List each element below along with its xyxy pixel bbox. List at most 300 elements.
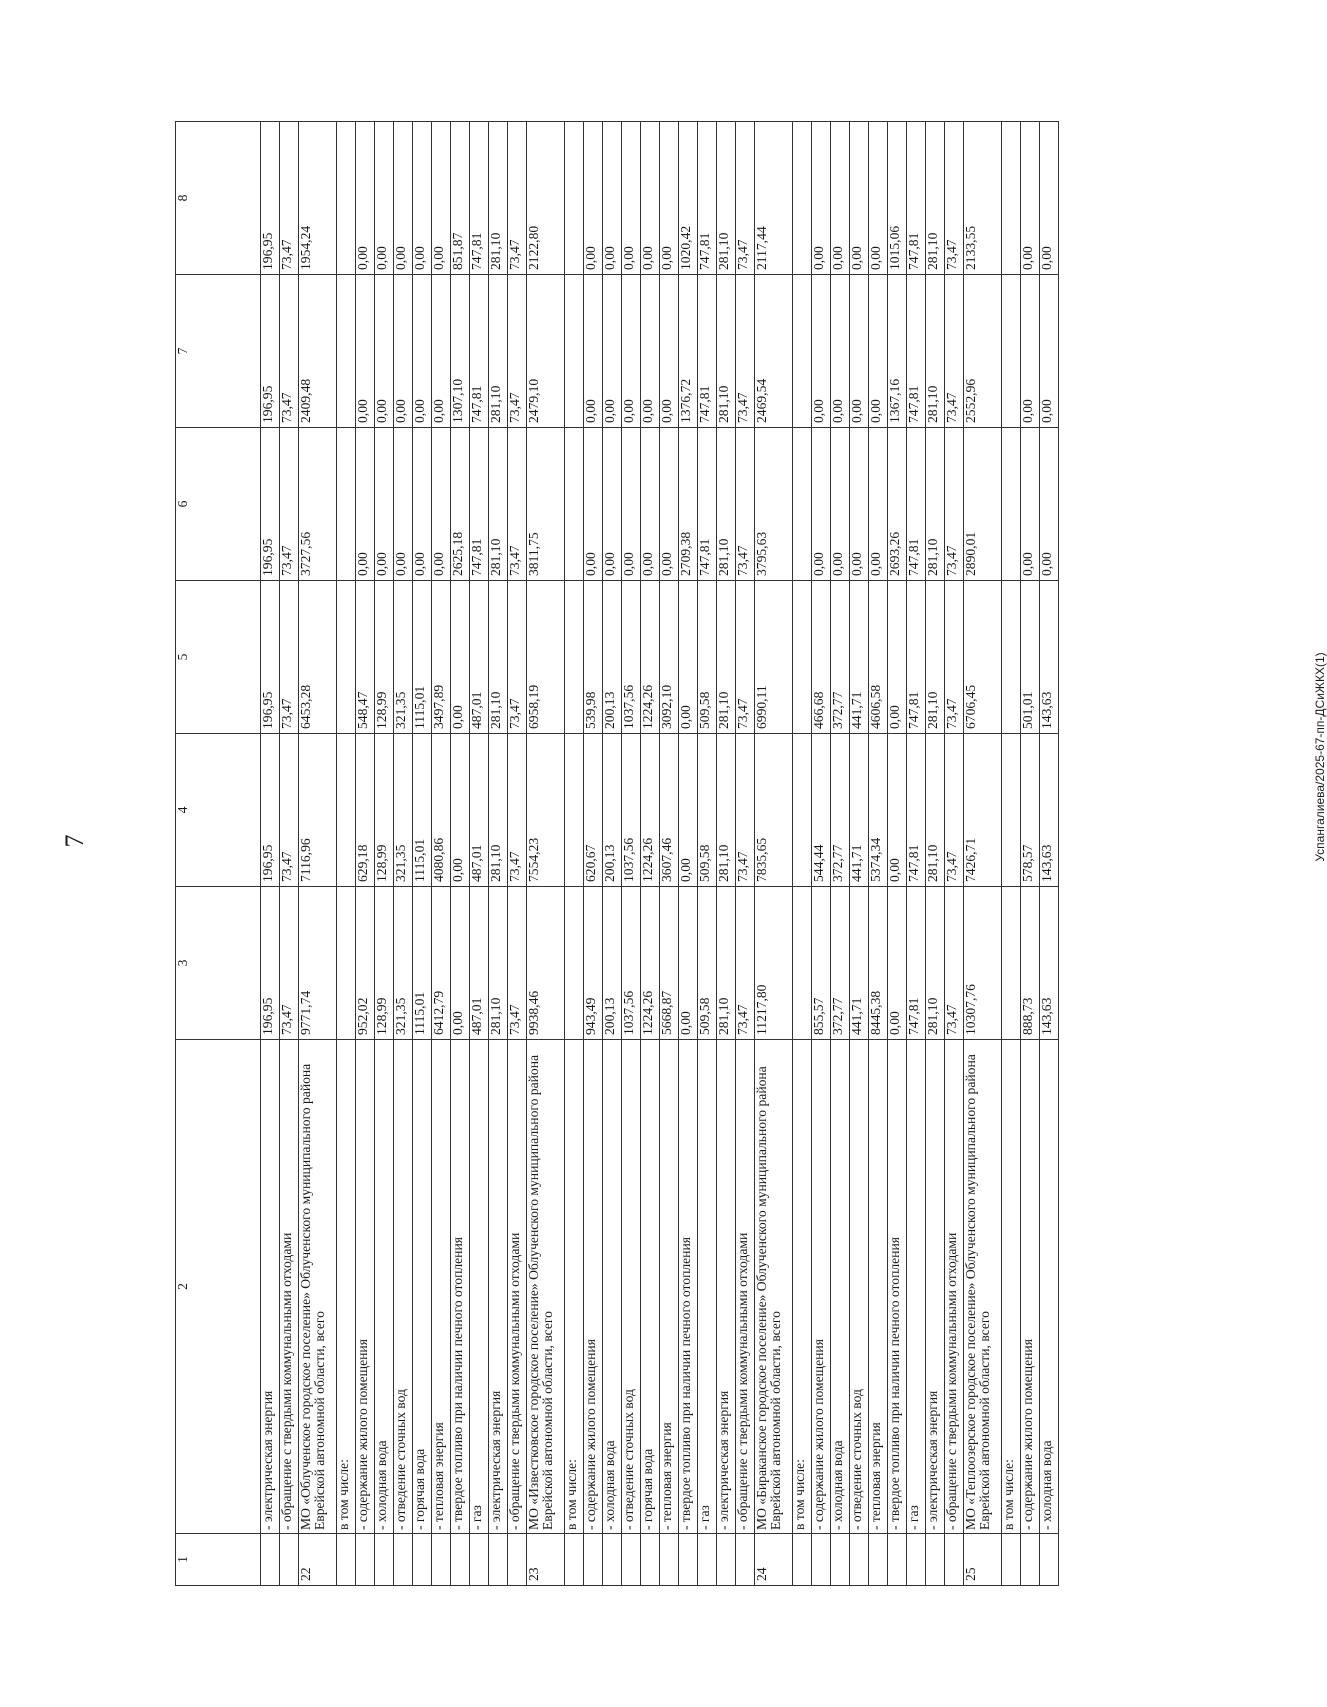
value-cell: 143,63 <box>1040 581 1059 734</box>
table-header-row <box>176 122 261 1586</box>
table-row <box>1040 122 1059 1586</box>
row-number-cell <box>356 1534 375 1586</box>
table-row <box>717 122 736 1586</box>
header-cell: 7 <box>176 275 261 428</box>
value-cell: 509,58 <box>698 581 717 734</box>
table-row <box>907 122 926 1586</box>
value-cell: 196,95 <box>261 275 280 428</box>
value-cell: 620,67 <box>584 734 603 887</box>
value-cell: 372,77 <box>831 581 850 734</box>
value-cell <box>1002 581 1021 734</box>
value-cell: 143,63 <box>1040 734 1059 887</box>
table-row <box>565 122 584 1586</box>
value-cell: 0,00 <box>1040 428 1059 581</box>
value-cell: 372,77 <box>831 734 850 887</box>
value-cell: 0,00 <box>888 887 907 1040</box>
row-number-cell <box>907 1534 926 1586</box>
value-cell <box>1002 887 1021 1040</box>
table-row <box>812 122 831 1586</box>
row-label-cell: - горячая вода <box>641 1040 660 1534</box>
row-number-cell <box>565 1534 584 1586</box>
value-cell: 1115,01 <box>413 581 432 734</box>
value-cell: 0,00 <box>622 122 641 275</box>
value-cell: 10307,76 <box>964 887 1002 1040</box>
value-cell: 0,00 <box>1021 428 1040 581</box>
value-cell: 73,47 <box>945 275 964 428</box>
header-cell: 4 <box>176 734 261 887</box>
value-cell: 3727,56 <box>299 428 337 581</box>
value-cell <box>565 734 584 887</box>
value-cell: 1224,26 <box>641 734 660 887</box>
value-cell: 0,00 <box>1040 275 1059 428</box>
row-label-cell: - горячая вода <box>413 1040 432 1534</box>
value-cell: 1020,42 <box>679 122 698 275</box>
value-cell: 281,10 <box>489 887 508 1040</box>
row-number-cell <box>850 1534 869 1586</box>
value-cell: 11217,80 <box>755 887 793 1040</box>
value-cell: 0,00 <box>451 887 470 1040</box>
value-cell: 73,47 <box>736 887 755 1040</box>
row-number-cell <box>470 1534 489 1586</box>
value-cell: 1115,01 <box>413 887 432 1040</box>
value-cell: 2479,10 <box>527 275 565 428</box>
row-number-cell: 25 <box>964 1534 1002 1586</box>
value-cell: 487,01 <box>470 581 489 734</box>
table-row <box>375 122 394 1586</box>
value-cell: 73,47 <box>508 734 527 887</box>
value-cell: 73,47 <box>736 581 755 734</box>
value-cell: 0,00 <box>584 428 603 581</box>
value-cell: 6990,11 <box>755 581 793 734</box>
value-cell: 501,01 <box>1021 581 1040 734</box>
row-label-cell: - газ <box>470 1040 489 1534</box>
value-cell: 7835,65 <box>755 734 793 887</box>
row-label-cell: - отведение сточных вод <box>622 1040 641 1534</box>
row-number-cell <box>622 1534 641 1586</box>
value-cell: 4606,58 <box>869 581 888 734</box>
value-cell: 73,47 <box>280 428 299 581</box>
value-cell: 0,00 <box>375 428 394 581</box>
value-cell: 8445,38 <box>869 887 888 1040</box>
value-cell: 281,10 <box>926 734 945 887</box>
value-cell: 0,00 <box>603 275 622 428</box>
row-label-cell: в том числе: <box>565 1040 584 1534</box>
row-number-cell <box>698 1534 717 1586</box>
value-cell: 0,00 <box>831 122 850 275</box>
value-cell: 0,00 <box>413 428 432 581</box>
row-label-cell: - тепловая энергия <box>660 1040 679 1534</box>
row-number-cell <box>793 1534 812 1586</box>
value-cell: 0,00 <box>413 275 432 428</box>
value-cell: 0,00 <box>1021 275 1040 428</box>
value-cell <box>1002 122 1021 275</box>
table-row <box>641 122 660 1586</box>
value-cell: 281,10 <box>717 581 736 734</box>
row-number-cell <box>603 1534 622 1586</box>
value-cell: 200,13 <box>603 581 622 734</box>
row-label-cell: - холодная вода <box>1040 1040 1059 1534</box>
value-cell: 0,00 <box>869 428 888 581</box>
value-cell: 128,99 <box>375 581 394 734</box>
row-number-cell <box>337 1534 356 1586</box>
row-label-cell: - холодная вода <box>375 1040 394 1534</box>
value-cell: 851,87 <box>451 122 470 275</box>
value-cell: 281,10 <box>717 122 736 275</box>
value-cell: 7554,23 <box>527 734 565 887</box>
header-cell: 1 <box>176 1534 261 1586</box>
table-row <box>964 122 1002 1586</box>
value-cell <box>1002 734 1021 887</box>
value-cell: 5374,34 <box>869 734 888 887</box>
value-cell: 281,10 <box>489 428 508 581</box>
value-cell: 888,73 <box>1021 887 1040 1040</box>
value-cell <box>565 122 584 275</box>
value-cell: 200,13 <box>603 887 622 1040</box>
value-cell: 196,95 <box>261 122 280 275</box>
value-cell: 0,00 <box>413 122 432 275</box>
value-cell: 0,00 <box>660 275 679 428</box>
row-label-cell: - тепловая энергия <box>432 1040 451 1534</box>
value-cell: 0,00 <box>1040 122 1059 275</box>
value-cell: 73,47 <box>280 275 299 428</box>
value-cell: 73,47 <box>945 428 964 581</box>
value-cell <box>793 887 812 1040</box>
value-cell: 0,00 <box>622 428 641 581</box>
value-cell <box>337 428 356 581</box>
table-row <box>413 122 432 1586</box>
value-cell <box>337 734 356 887</box>
row-number-cell: 22 <box>299 1534 337 1586</box>
row-number-cell <box>451 1534 470 1586</box>
value-cell: 0,00 <box>584 122 603 275</box>
table-row <box>926 122 945 1586</box>
table-row <box>698 122 717 1586</box>
row-number-cell <box>584 1534 603 1586</box>
value-cell: 1224,26 <box>641 887 660 1040</box>
value-cell: 0,00 <box>869 275 888 428</box>
value-cell: 281,10 <box>717 734 736 887</box>
value-cell: 441,71 <box>850 734 869 887</box>
row-number-cell <box>489 1534 508 1586</box>
row-number-cell <box>432 1534 451 1586</box>
value-cell: 9938,46 <box>527 887 565 1040</box>
value-cell: 73,47 <box>736 428 755 581</box>
value-cell: 0,00 <box>432 122 451 275</box>
value-cell <box>565 275 584 428</box>
value-cell: 281,10 <box>489 581 508 734</box>
value-cell <box>565 887 584 1040</box>
row-number-cell <box>413 1534 432 1586</box>
table-row <box>622 122 641 1586</box>
value-cell: 281,10 <box>489 734 508 887</box>
value-cell: 1367,16 <box>888 275 907 428</box>
value-cell: 441,71 <box>850 887 869 1040</box>
table-row <box>584 122 603 1586</box>
value-cell: 7116,96 <box>299 734 337 887</box>
value-cell: 196,95 <box>261 734 280 887</box>
value-cell: 0,00 <box>850 122 869 275</box>
header-cell: 3 <box>176 887 261 1040</box>
row-label-cell: - холодная вода <box>603 1040 622 1534</box>
value-cell: 2693,26 <box>888 428 907 581</box>
value-cell <box>793 428 812 581</box>
row-number-cell <box>641 1534 660 1586</box>
table-row <box>527 122 565 1586</box>
value-cell: 2552,96 <box>964 275 1002 428</box>
value-cell: 0,00 <box>432 428 451 581</box>
header-cell: 2 <box>176 1040 261 1534</box>
value-cell: 73,47 <box>945 581 964 734</box>
value-cell: 321,35 <box>394 887 413 1040</box>
row-number-cell <box>375 1534 394 1586</box>
value-cell: 73,47 <box>508 887 527 1040</box>
value-cell: 0,00 <box>888 734 907 887</box>
value-cell: 0,00 <box>451 581 470 734</box>
value-cell: 128,99 <box>375 734 394 887</box>
row-number-cell <box>1040 1534 1059 1586</box>
row-label-cell: - содержание жилого помещения <box>584 1040 603 1534</box>
table-row <box>888 122 907 1586</box>
value-cell: 1376,72 <box>679 275 698 428</box>
value-cell: 73,47 <box>508 428 527 581</box>
value-cell: 747,81 <box>470 428 489 581</box>
row-label-cell: - обращение с твердыми коммунальными отходами <box>280 1040 299 1534</box>
value-cell: 73,47 <box>736 275 755 428</box>
value-cell: 200,13 <box>603 734 622 887</box>
table-row <box>508 122 527 1586</box>
value-cell: 73,47 <box>945 734 964 887</box>
value-cell: 0,00 <box>831 428 850 581</box>
value-cell: 952,02 <box>356 887 375 1040</box>
value-cell: 281,10 <box>926 581 945 734</box>
value-cell: 747,81 <box>907 122 926 275</box>
table-row <box>603 122 622 1586</box>
value-cell: 3795,63 <box>755 428 793 581</box>
row-label-cell: - твердое топливо при наличии печного отопления <box>679 1040 698 1534</box>
value-cell: 943,49 <box>584 887 603 1040</box>
value-cell: 6453,28 <box>299 581 337 734</box>
value-cell: 1015,06 <box>888 122 907 275</box>
value-cell: 544,44 <box>812 734 831 887</box>
value-cell: 0,00 <box>850 428 869 581</box>
value-cell: 128,99 <box>375 887 394 1040</box>
value-cell: 0,00 <box>356 428 375 581</box>
value-cell <box>337 122 356 275</box>
value-cell: 487,01 <box>470 734 489 887</box>
row-number-cell <box>1002 1534 1021 1586</box>
value-cell: 0,00 <box>679 887 698 1040</box>
row-label-cell: в том числе: <box>337 1040 356 1534</box>
row-label-cell: - отведение сточных вод <box>850 1040 869 1534</box>
row-label-cell: МО «Известковское городское поселение» Облученского муниципального района Еврейской автономной области, всего <box>527 1040 565 1534</box>
value-cell: 466,68 <box>812 581 831 734</box>
value-cell: 0,00 <box>831 275 850 428</box>
row-number-cell <box>394 1534 413 1586</box>
value-cell: 73,47 <box>736 122 755 275</box>
value-cell: 509,58 <box>698 734 717 887</box>
value-cell: 0,00 <box>622 275 641 428</box>
row-number-cell <box>508 1534 527 1586</box>
value-cell: 0,00 <box>451 734 470 887</box>
value-cell: 0,00 <box>356 122 375 275</box>
row-label-cell: - содержание жилого помещения <box>1021 1040 1040 1534</box>
value-cell: 281,10 <box>489 275 508 428</box>
value-cell: 747,81 <box>907 581 926 734</box>
value-cell: 372,77 <box>831 887 850 1040</box>
value-cell: 73,47 <box>280 887 299 1040</box>
value-cell: 73,47 <box>945 122 964 275</box>
table-row <box>679 122 698 1586</box>
value-cell: 73,47 <box>508 122 527 275</box>
value-cell: 0,00 <box>584 275 603 428</box>
row-label-cell: - обращение с твердыми коммунальными отходами <box>945 1040 964 1534</box>
table-row <box>356 122 375 1586</box>
value-cell: 1954,24 <box>299 122 337 275</box>
row-label-cell: - обращение с твердыми коммунальными отходами <box>508 1040 527 1534</box>
value-cell: 281,10 <box>926 428 945 581</box>
value-cell: 0,00 <box>679 581 698 734</box>
value-cell <box>337 887 356 1040</box>
value-cell: 73,47 <box>280 734 299 887</box>
value-cell: 3607,46 <box>660 734 679 887</box>
value-cell: 747,81 <box>907 275 926 428</box>
value-cell: 747,81 <box>470 275 489 428</box>
row-number-cell <box>261 1534 280 1586</box>
value-cell: 281,10 <box>926 122 945 275</box>
row-label-cell: - электрическая энергия <box>489 1040 508 1534</box>
value-cell: 2133,55 <box>964 122 1002 275</box>
table-row <box>470 122 489 1586</box>
table-row <box>1002 122 1021 1586</box>
value-cell <box>337 581 356 734</box>
value-cell: 0,00 <box>356 275 375 428</box>
value-cell: 321,35 <box>394 734 413 887</box>
tariff-table <box>175 121 1059 1586</box>
row-label-cell: - обращение с твердыми коммунальными отходами <box>736 1040 755 1534</box>
value-cell: 2625,18 <box>451 428 470 581</box>
value-cell: 0,00 <box>603 428 622 581</box>
value-cell: 0,00 <box>869 122 888 275</box>
value-cell: 0,00 <box>641 428 660 581</box>
row-label-cell: - газ <box>907 1040 926 1534</box>
value-cell: 3092,10 <box>660 581 679 734</box>
value-cell: 0,00 <box>394 122 413 275</box>
value-cell: 0,00 <box>888 581 907 734</box>
value-cell: 2709,38 <box>679 428 698 581</box>
value-cell: 747,81 <box>698 122 717 275</box>
value-cell: 0,00 <box>812 428 831 581</box>
table-row <box>945 122 964 1586</box>
value-cell: 1115,01 <box>413 734 432 887</box>
value-cell <box>337 275 356 428</box>
value-cell: 6706,45 <box>964 581 1002 734</box>
value-cell: 0,00 <box>394 275 413 428</box>
value-cell: 0,00 <box>812 275 831 428</box>
table-row <box>1021 122 1040 1586</box>
row-number-cell <box>280 1534 299 1586</box>
value-cell: 487,01 <box>470 887 489 1040</box>
value-cell <box>1002 428 1021 581</box>
value-cell: 6412,79 <box>432 887 451 1040</box>
value-cell: 281,10 <box>717 275 736 428</box>
row-number-cell <box>1021 1534 1040 1586</box>
value-cell: 0,00 <box>375 122 394 275</box>
value-cell: 0,00 <box>603 122 622 275</box>
value-cell: 747,81 <box>907 734 926 887</box>
value-cell: 281,10 <box>926 887 945 1040</box>
row-label-cell: - электрическая энергия <box>717 1040 736 1534</box>
header-cell: 6 <box>176 428 261 581</box>
row-label-cell: МО «Облученское городское поселение» Облученского муниципального района Еврейской автономной области, всего <box>299 1040 337 1534</box>
value-cell: 73,47 <box>280 581 299 734</box>
value-cell: 1037,56 <box>622 887 641 1040</box>
table-row <box>394 122 413 1586</box>
row-number-cell <box>869 1534 888 1586</box>
value-cell: 747,81 <box>907 887 926 1040</box>
value-cell: 747,81 <box>470 122 489 275</box>
table-row <box>660 122 679 1586</box>
value-cell: 281,10 <box>926 275 945 428</box>
value-cell: 629,18 <box>356 734 375 887</box>
value-cell: 0,00 <box>812 122 831 275</box>
value-cell: 539,98 <box>584 581 603 734</box>
row-label-cell: МО «Теплоозерское городское поселение» Облученского муниципального района Еврейской автономной области, всего <box>964 1040 1002 1534</box>
row-number-cell <box>831 1534 850 1586</box>
row-label-cell: - твердое топливо при наличии печного отопления <box>888 1040 907 1534</box>
table-row <box>261 122 280 1586</box>
row-label-cell: - электрическая энергия <box>926 1040 945 1534</box>
table-row <box>337 122 356 1586</box>
row-number-cell <box>717 1534 736 1586</box>
value-cell: 0,00 <box>641 275 660 428</box>
row-number-cell <box>945 1534 964 1586</box>
value-cell: 5668,87 <box>660 887 679 1040</box>
value-cell: 747,81 <box>907 428 926 581</box>
value-cell <box>793 581 812 734</box>
value-cell: 6958,19 <box>527 581 565 734</box>
value-cell: 281,10 <box>489 122 508 275</box>
value-cell: 0,00 <box>1021 122 1040 275</box>
row-label-cell: - тепловая энергия <box>869 1040 888 1534</box>
value-cell: 0,00 <box>660 428 679 581</box>
value-cell: 2409,48 <box>299 275 337 428</box>
value-cell: 0,00 <box>375 275 394 428</box>
value-cell: 2469,54 <box>755 275 793 428</box>
value-cell: 1037,56 <box>622 581 641 734</box>
value-cell: 73,47 <box>508 581 527 734</box>
table-row <box>755 122 793 1586</box>
row-number-cell: 23 <box>527 1534 565 1586</box>
value-cell <box>793 734 812 887</box>
value-cell <box>1002 275 1021 428</box>
row-number-cell <box>736 1534 755 1586</box>
value-cell: 73,47 <box>945 887 964 1040</box>
value-cell: 2117,44 <box>755 122 793 275</box>
value-cell: 509,58 <box>698 887 717 1040</box>
row-label-cell: - газ <box>698 1040 717 1534</box>
value-cell: 0,00 <box>641 122 660 275</box>
value-cell: 143,63 <box>1040 887 1059 1040</box>
value-cell: 3497,89 <box>432 581 451 734</box>
row-label-cell: - холодная вода <box>831 1040 850 1534</box>
row-label-cell: МО «Бираканское городское поселение» Облученского муниципального района Еврейской автономной области, всего <box>755 1040 793 1534</box>
row-number-cell <box>660 1534 679 1586</box>
value-cell: 73,47 <box>508 275 527 428</box>
value-cell: 548,47 <box>356 581 375 734</box>
value-cell: 855,57 <box>812 887 831 1040</box>
row-number-cell <box>926 1534 945 1586</box>
row-number-cell <box>679 1534 698 1586</box>
